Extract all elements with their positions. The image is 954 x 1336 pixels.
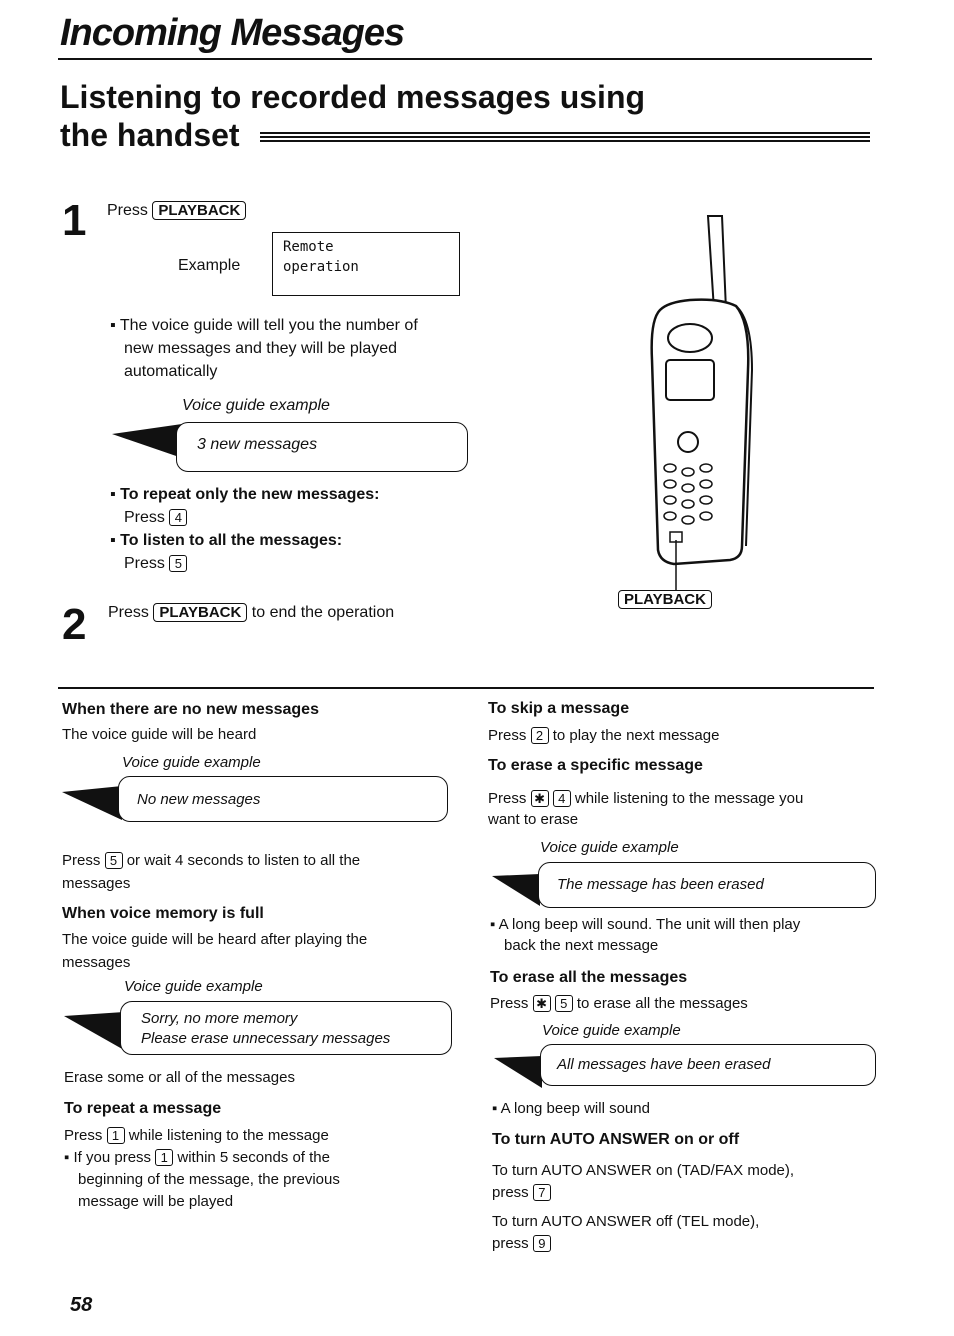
page-header: Incoming Messages xyxy=(60,12,405,54)
auto-off-press: press xyxy=(492,1235,529,1252)
key-4: 4 xyxy=(169,509,187,526)
step1-bullet: ▪ The voice guide will tell you the number of new messages and they will be played automatically xyxy=(110,314,490,383)
step1-press: Press xyxy=(107,202,148,219)
erase-one-bullet: ▪ A long beep will sound. The unit will then play back the next message xyxy=(490,914,870,956)
no-new-after xyxy=(62,849,442,895)
no-new-voice-bubble: No new messages xyxy=(118,776,448,822)
erase-all-text: to erase all the messages xyxy=(576,995,748,1012)
repeat-new-press: Press xyxy=(124,509,165,526)
no-new-press: Press xyxy=(62,852,101,869)
erase-specific-block xyxy=(488,788,868,830)
skip-press: Press xyxy=(488,727,527,744)
page-number: 58 xyxy=(70,1294,93,1316)
voice-guide-label: Voice guide example xyxy=(182,397,330,414)
memory-full-text xyxy=(62,928,442,974)
erase-all-heading: To erase all the messages xyxy=(490,969,688,986)
repeat-text: while listening to the message xyxy=(128,1127,329,1144)
key-1-b: 1 xyxy=(155,1149,173,1166)
full-text-line1: The voice guide will be heard after playing the xyxy=(62,931,368,948)
step-number-2: 2 xyxy=(62,600,87,649)
key-5: 5 xyxy=(169,555,187,572)
erase-all-bullet-text: A long beep will sound xyxy=(500,1100,650,1117)
erase-one-voice-bubble: The message has been erased xyxy=(538,862,876,908)
bullet1-line2: new messages and they will be played xyxy=(124,340,398,357)
figure-playback-key: PLAYBACK xyxy=(618,590,712,609)
step2-instruction xyxy=(108,601,394,624)
repeat-press: Press xyxy=(64,1127,103,1144)
no-new-text: The voice guide will be heard xyxy=(62,726,257,743)
auto-on-block xyxy=(492,1160,872,1204)
bullet1-line3: automatically xyxy=(124,363,218,380)
section-title-line1: Listening to recorded messages using xyxy=(60,79,646,115)
key-2: 2 xyxy=(531,727,549,744)
no-new-after-line2: messages xyxy=(62,875,131,892)
full-voice-label: Voice guide example xyxy=(124,978,263,995)
step1-instruction xyxy=(107,199,246,222)
playback-key-2: PLAYBACK xyxy=(153,603,247,622)
no-new-messages-heading: When there are no new messages xyxy=(62,701,319,718)
key-5-c: 5 xyxy=(555,995,573,1012)
auto-on-line1: To turn AUTO ANSWER on (TAD/FAX mode), xyxy=(492,1162,795,1179)
voice-bubble: 3 new messages xyxy=(176,422,468,472)
auto-on-press: press xyxy=(492,1184,529,1201)
repeat-message-block: Press 1 while listening to the message ▪ If you press 1 within 5 seconds of the beginning of the message, the previous message will be played xyxy=(64,1125,454,1213)
no-new-voice-label: Voice guide example xyxy=(122,754,261,771)
auto-off-block xyxy=(492,1211,872,1255)
key-4-b: 4 xyxy=(553,790,571,807)
listen-all-press: Press xyxy=(124,555,165,572)
erase-one-press: Press xyxy=(488,790,527,807)
erase-all-press: Press xyxy=(490,995,529,1012)
erase-all-bullet: ▪ A long beep will sound xyxy=(492,1100,650,1117)
repeat-bullet-line3: message will be played xyxy=(78,1193,234,1210)
repeat-bullet-line1: within 5 seconds of the xyxy=(177,1149,330,1166)
erase-all-voice-label: Voice guide example xyxy=(542,1022,681,1039)
full-text-line2: messages xyxy=(62,954,131,971)
auto-answer-heading: To turn AUTO ANSWER on or off xyxy=(492,1131,740,1148)
bullet1-line1: The voice guide will tell you the number of xyxy=(119,317,418,334)
erase-one-text-line2: want to erase xyxy=(488,811,579,828)
listen-all-head: To listen to all the messages: xyxy=(120,532,343,549)
erase-one-text-line1: while listening to the message you xyxy=(574,790,804,807)
skip-text: to play the next message xyxy=(552,727,720,744)
lcd-line1: Remote xyxy=(283,239,334,255)
lcd-line2: operation xyxy=(283,259,359,275)
step2-text: to end the operation xyxy=(251,604,395,621)
header-rule xyxy=(58,58,872,60)
example-label: Example xyxy=(178,257,241,274)
full-voice-line2: Please erase unnecessary messages xyxy=(141,1030,391,1047)
erase-one-voice-label: Voice guide example xyxy=(540,839,679,856)
erase-specific-heading: To erase a specific message xyxy=(488,757,703,774)
no-new-after-line1: or wait 4 seconds to listen to all the xyxy=(126,852,361,869)
full-voice-bubble xyxy=(120,1001,452,1055)
erase-all-voice-bubble: All messages have been erased xyxy=(540,1044,876,1086)
repeat-new-block: ▪ To repeat only the new messages: Press 4 ▪ To listen to all the messages: Press 5 xyxy=(110,486,380,572)
title-decor-lines xyxy=(260,132,870,144)
lcd-display xyxy=(272,232,460,296)
repeat-bullet-line2: beginning of the message, the previous xyxy=(78,1171,340,1188)
handset-illustration-icon xyxy=(630,210,770,590)
skip-text-line xyxy=(488,724,719,747)
erase-one-bullet-line1: A long beep will sound. The unit will then play xyxy=(498,916,801,933)
erase-one-bullet-line2: back the next message xyxy=(504,937,659,954)
key-9: 9 xyxy=(533,1235,551,1252)
section-divider xyxy=(58,687,874,689)
full-after: Erase some or all of the messages xyxy=(64,1069,295,1086)
figure-playback-label xyxy=(618,590,712,609)
step2-press: Press xyxy=(108,604,149,621)
key-star: ✱ xyxy=(531,790,549,807)
step-number-1: 1 xyxy=(62,196,87,245)
key-7: 7 xyxy=(533,1184,551,1201)
key-star-b: ✱ xyxy=(533,995,551,1012)
repeat-new-head: To repeat only the new messages: xyxy=(120,486,380,503)
section-title-line2: the handset xyxy=(60,117,240,153)
skip-heading: To skip a message xyxy=(488,700,630,717)
repeat-bullet-press: If you press xyxy=(73,1149,152,1166)
memory-full-heading: When voice memory is full xyxy=(62,905,264,922)
erase-all-line xyxy=(490,992,748,1015)
playback-key: PLAYBACK xyxy=(152,201,246,220)
key-1: 1 xyxy=(107,1127,125,1144)
full-voice-line1: Sorry, no more memory xyxy=(141,1010,298,1027)
repeat-message-heading: To repeat a message xyxy=(64,1100,222,1117)
auto-off-line1: To turn AUTO ANSWER off (TEL mode), xyxy=(492,1213,760,1230)
key-5-b: 5 xyxy=(105,852,123,869)
